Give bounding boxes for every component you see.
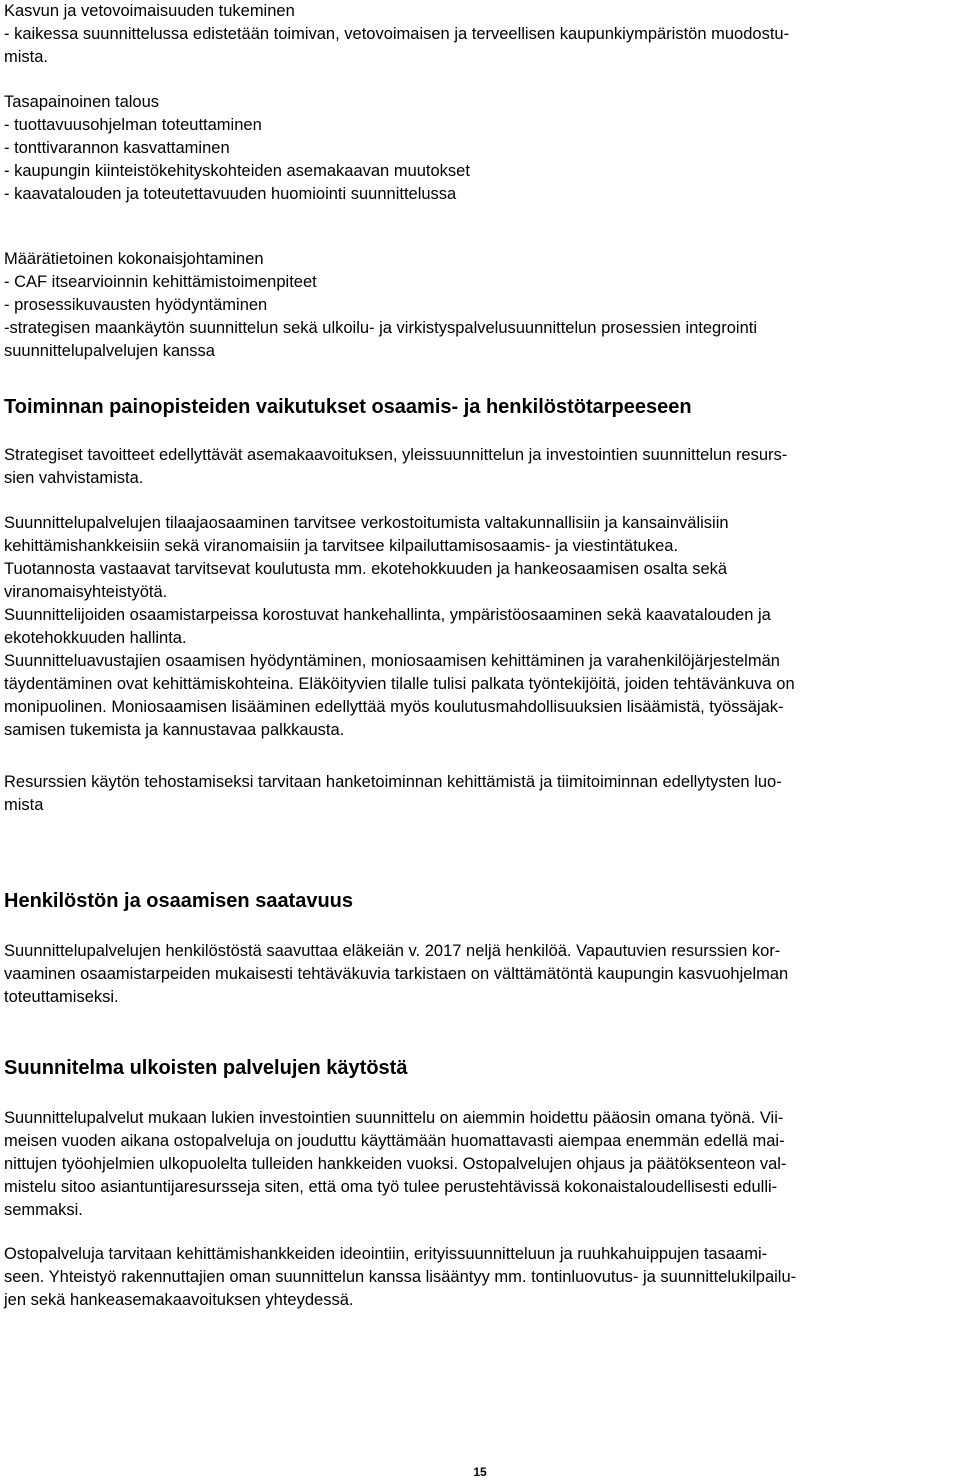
text-line: semmaksi. [4,1201,83,1219]
text-line: mistelu sitoo asiantuntijaresursseja siten, että oma työ tulee perustehtävissä kokonaistaloudellisesti edulli- [4,1178,778,1196]
text-line: seen. Yhteistyö rakennuttajien oman suunnittelun kanssa lisääntyy mm. tontinluovutus- ja suunnittelukilpailu- [4,1268,797,1286]
text-line: monipuolinen. Moniosaamisen lisääminen edellyttää myös koulutusmahdollisuuksien lisäämistä, työssäjak- [4,698,784,716]
text-line: - CAF itsearvioinnin kehittämistoimenpiteet [4,273,317,291]
text-line: - prosessikuvausten hyödyntäminen [4,296,268,314]
heading-ulkoiset: Suunnitelma ulkoisten palvelujen käytöstä [4,1057,408,1079]
paragraph [4,1243,956,1312]
text-line: nittujen työohjelmien ulkopuolelta tulleiden hankkeiden vuoksi. Ostopalvelujen ohjaus ja päätöksenteon val- [4,1155,787,1173]
text-line: mista. [4,48,49,66]
text-line: Ostopalveluja tarvitaan kehittämishankkeiden ideointiin, erityissuunnitteluun ja ruuhkahuippujen tasaami- [4,1245,768,1263]
text-line: samisen tukemista ja kannustavaa palkkausta. [4,721,345,739]
paragraph [4,512,956,742]
text-line: suunnittelupalvelujen kanssa [4,342,215,360]
section-vetovoima [4,0,956,69]
text-line: kehittämishankkeisiin sekä viranomaisiin ja tarvitsee kilpailuttamisosaamis- ja viestintätukea. [4,537,679,555]
text-line: ekotehokkuuden hallinta. [4,629,187,647]
text-line: täydentäminen ovat kehittämiskohteina. Eläköityvien tilalle tulisi palkata työntekijöitä, joiden tehtävänkuva on [4,675,795,693]
page-number: 15 [473,1465,487,1479]
heading-vaikutukset: Toiminnan painopisteiden vaikutukset osaamis- ja henkilöstötarpeeseen [4,396,692,418]
text-line: Määrätietoinen kokonaisjohtaminen [4,250,264,268]
paragraph [4,771,956,817]
text-line: jen sekä hankeasemakaavoituksen yhteydessä. [4,1291,354,1309]
text-line: -strategisen maankäytön suunnittelun sekä ulkoilu- ja virkistyspalvelusuunnittelun prosessien integrointi [4,319,757,337]
section-johtaminen [4,248,956,363]
text-line: Kasvun ja vetovoimaisuuden tukeminen [4,2,295,20]
text-line: - kaavatalouden ja toteutettavuuden huomiointi suunnittelussa [4,185,457,203]
text-line: Suunnittelupalvelut mukaan lukien investointien suunnittelu on aiemmin hoidettu pääosin omana työnä. Vii- [4,1109,784,1127]
paragraph [4,1107,956,1222]
text-line: Suunnittelupalvelujen tilaajaosaaminen tarvitsee verkostoitumista valtakunnallisiin ja kansainvälisiin [4,514,729,532]
text-line: vaaminen osaamistarpeiden mukaisesti tehtäväkuvia tarkistaen on välttämätöntä kaupungin kasvuohjelman [4,965,789,983]
text-line: sien vahvistamista. [4,469,144,487]
text-line: Resurssien käytön tehostamiseksi tarvitaan hanketoiminnan kehittämistä ja tiimitoiminnan edellytysten luo- [4,773,782,791]
text-line: mista [4,796,44,814]
paragraph [4,940,956,1009]
heading-saatavuus: Henkilöstön ja osaamisen saatavuus [4,890,354,912]
text-line: Suunnitteluavustajien osaamisen hyödyntäminen, moniosaamisen kehittäminen ja varahenkilöjärjestelmän [4,652,780,670]
text-line: Strategiset tavoitteet edellyttävät asemakaavoituksen, yleissuunnittelun ja investointien suunnittelun resurs- [4,446,788,464]
text-line: - tonttivarannon kasvattaminen [4,139,230,157]
text-line: meisen vuoden aikana ostopalveluja on jouduttu käyttämään huomattavasti aiempaa enemmän edellä mai- [4,1132,785,1150]
text-line: Tuotannosta vastaavat tarvitsevat koulutusta mm. ekotehokkuuden ja hankeosaamisen osalta sekä [4,560,728,578]
section-talous [4,91,956,206]
text-line: Tasapainoinen talous [4,93,160,111]
text-line: - tuottavuusohjelman toteuttaminen [4,116,262,134]
text-line: Suunnittelupalvelujen henkilöstöstä saavuttaa eläkeiän v. 2017 neljä henkilöä. Vapautuvien resurssien kor- [4,942,781,960]
text-line: Suunnittelijoiden osaamistarpeissa korostuvat hankehallinta, ympäristöosaaminen sekä kaavatalouden ja [4,606,771,624]
paragraph [4,444,956,490]
text-line: - kaikessa suunnittelussa edistetään toimivan, vetovoimaisen ja terveellisen kaupunkiympäristön muodostu- [4,25,790,43]
text-line: toteuttamiseksi. [4,988,119,1006]
text-line: viranomaisyhteistyötä. [4,583,168,601]
text-line: - kaupungin kiinteistökehityskohteiden asemakaavan muutokset [4,162,470,180]
